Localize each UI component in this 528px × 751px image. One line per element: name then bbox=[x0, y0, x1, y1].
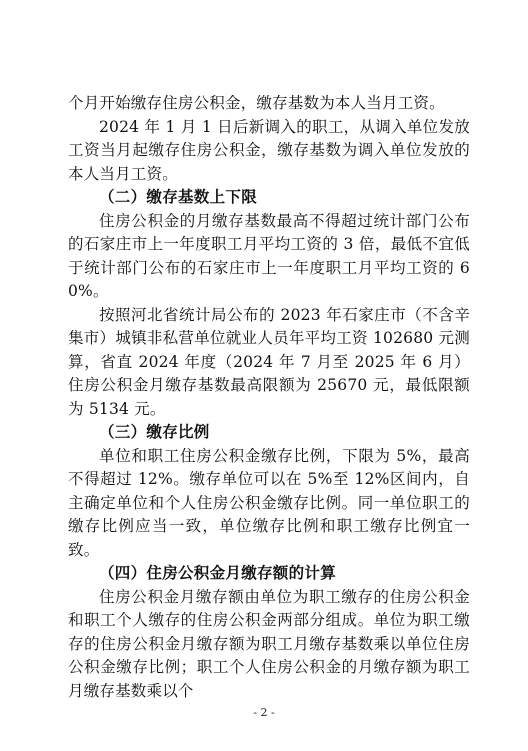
paragraph-new-employee: 2024 年 1 月 1 日后新调入的职工，从调入单位发放工资当月起缴存住房公积金，缴存基数为调入单位发放的本人当月工资。 bbox=[68, 117, 470, 183]
section-heading-monthly-amount: （四）住房公积金月缴存额的计算 bbox=[99, 564, 337, 582]
paragraph-base-limits: 住房公积金的月缴存基数最高不得超过统计部门公布的石家庄市上一年度职工月平均工资的 3 倍，最低不宜低于统计部门公布的石家庄市上一年度职工月平均工资的 60%。 bbox=[68, 211, 470, 300]
section-heading-contribution-base-limits: （二）缴存基数上下限 bbox=[99, 188, 258, 206]
paragraph-base-calculation: 按照河北省统计局公布的 2023 年石家庄市（不含辛集市）城镇非私营单位就业人员年平均工资 102680 元测算，省直 2024 年度（2024 年 7 月至 2025 年 6 月）住房公积金月缴存基数最高限额为 25670 元，最低限额为 5134 元。 bbox=[68, 305, 470, 418]
paragraph-monthly-amount: 住房公积金月缴存额由单位为职工缴存的住房公积金和职工个人缴存的住房公积金两部分组成。单位为职工缴存的住房公积金月缴存额为职工月缴存基数乘以单位住房公积金缴存比例；职工个人住房公积金的月缴存额为职工月缴存基数乘以个 bbox=[68, 587, 470, 700]
paragraph-contribution-ratio: 单位和职工住房公积金缴存比例，下限为 5%，最高不得超过 12%。缴存单位可以在 5%至 12%区间内，自主确定单位和个人住房公积金缴存比例。同一单位职工的缴存比例应当一致，单位缴存比例和职工缴存比例宜一致。 bbox=[68, 446, 470, 559]
page-number: - 2 - bbox=[253, 706, 275, 719]
section-heading-contribution-ratio: （三）缴存比例 bbox=[99, 423, 210, 441]
document-body bbox=[68, 92, 470, 703]
paragraph-continuation: 个月开始缴存住房公积金，缴存基数为本人当月工资。 bbox=[68, 94, 445, 112]
